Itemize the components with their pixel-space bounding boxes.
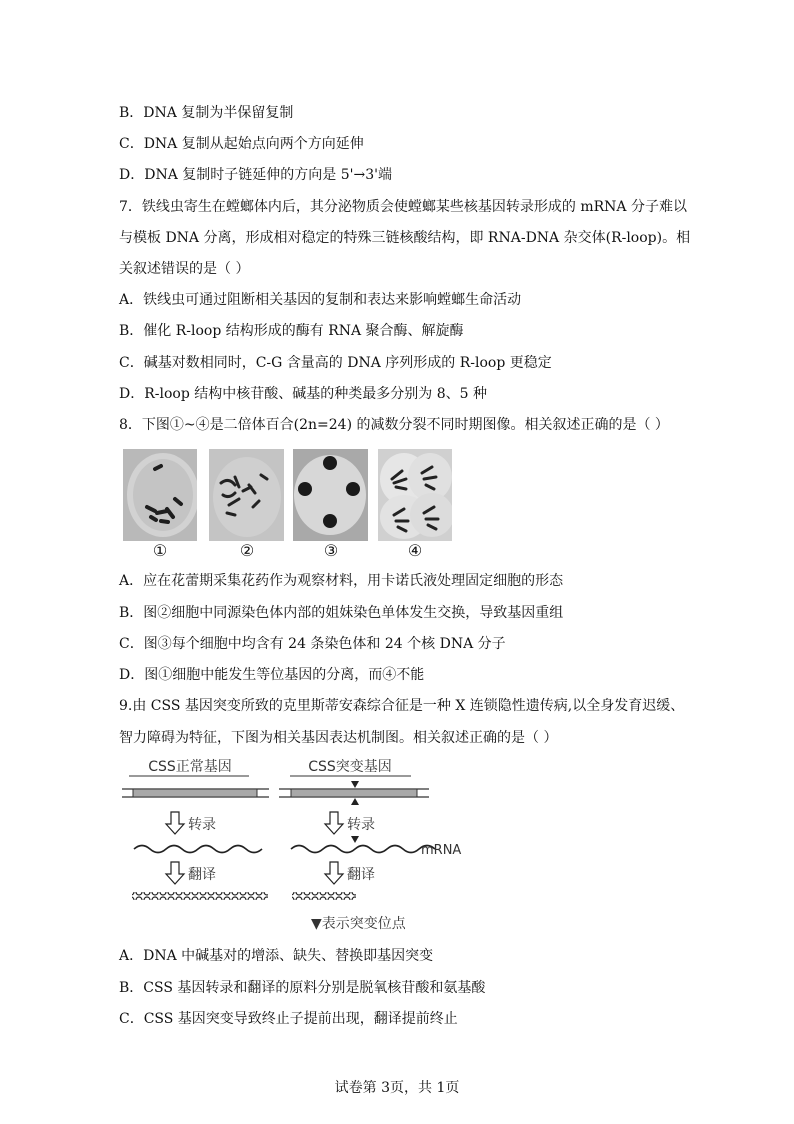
mutant-gene-label: CSS突变基因 bbox=[308, 759, 392, 775]
q7-option-c: C．碱基对数相同时，C-G 含量高的 DNA 序列形成的 R-loop 更稳定 bbox=[119, 355, 552, 371]
translation-label-normal: 翻译 bbox=[188, 867, 216, 883]
micrograph-4 bbox=[378, 449, 452, 541]
q9-option-b: B．CSS 基因转录和翻译的原料分别是脱氧核苷酸和氨基酸 bbox=[119, 980, 486, 996]
q7-option-a: A．铁线虫可通过阻断相关基因的复制和表达来影响螳螂生命活动 bbox=[119, 292, 522, 308]
micrograph-label-4: ④ bbox=[407, 541, 423, 560]
q7-option-b: B．催化 R-loop 结构形成的酶有 RNA 聚合酶、解旋酶 bbox=[119, 323, 464, 339]
mrna-wave-mutant bbox=[291, 846, 435, 853]
normal-gene-bar bbox=[122, 789, 269, 797]
mutation-site-marker-bottom bbox=[351, 798, 359, 805]
q6-option-c: C．DNA 复制从起始点向两个方向延伸 bbox=[119, 136, 364, 152]
q7-option-d: D．R-loop 结构中核苷酸、碱基的种类最多分别为 8、5 种 bbox=[119, 386, 487, 402]
translation-arrow-normal bbox=[166, 862, 184, 884]
mutation-site-legend: ▼表示突变位点 bbox=[311, 916, 406, 932]
q9-stem-line2: 智力障碍为特征，下图为相关基因表达机制图。相关叙述正确的是（ ） bbox=[119, 730, 558, 746]
micrograph-2 bbox=[209, 449, 284, 541]
q9-option-a: A．DNA 中碱基对的增添、缺失、替换即基因突变 bbox=[119, 948, 434, 964]
page-footer: 试卷第 3页，共 1页 bbox=[334, 1080, 460, 1096]
q9-stem-line1: 9.由 CSS 基因突变所致的克里斯蒂安森综合征是一种 X 连锁隐性遗传病,以全身发育迟缓、 bbox=[119, 698, 685, 714]
q8-option-d: D．图①细胞中能发生等位基因的分离，而④不能 bbox=[119, 667, 425, 683]
micrograph-label-2: ② bbox=[239, 541, 255, 560]
transcription-arrow-normal bbox=[166, 812, 184, 834]
q6-option-d: D．DNA 复制时子链延伸的方向是 5'→3'端 bbox=[119, 167, 392, 183]
q8-option-a: A．应在花蕾期采集花药作为观察材料，用卡诺氏液处理固定细胞的形态 bbox=[119, 573, 564, 589]
q8-stem: 8．下图①~④是二倍体百合(2n=24) 的减数分裂不同时期图像。相关叙述正确的是（ ） bbox=[119, 417, 669, 433]
mutant-gene-bar bbox=[279, 781, 429, 805]
q7-stem-line1: 7．铁线虫寄生在螳螂体内后，其分泌物质会使螳螂某些核基因转录形成的 mRNA 分子难以 bbox=[119, 199, 687, 215]
q8-option-c: C．图③每个细胞中均含有 24 条染色体和 24 个核 DNA 分子 bbox=[119, 636, 506, 652]
q7-stem-line3: 关叙述错误的是（ ） bbox=[119, 261, 250, 277]
translation-arrow-mutant bbox=[325, 862, 343, 884]
gene-expression-diagram bbox=[119, 752, 479, 937]
peptide-chain-mutant bbox=[292, 892, 356, 900]
transcription-label-normal: 转录 bbox=[188, 817, 216, 833]
transcription-arrow-mutant bbox=[325, 812, 343, 834]
mutation-site-marker-top bbox=[351, 781, 359, 788]
q6-option-b: B．DNA 复制为半保留复制 bbox=[119, 105, 294, 121]
q7-stem-line2: 与模板 DNA 分离，形成相对稳定的特殊三链核酸结构，即 RNA-DNA 杂交体(R-loop)。相 bbox=[119, 230, 691, 246]
micrograph-label-1: ① bbox=[152, 541, 168, 560]
normal-gene-label: CSS正常基因 bbox=[148, 759, 232, 775]
translation-label-mutant: 翻译 bbox=[347, 867, 375, 883]
q9-option-c: C．CSS 基因突变导致终止子提前出现，翻译提前终止 bbox=[119, 1011, 458, 1027]
mutation-site-marker-mrna bbox=[351, 836, 359, 843]
transcription-label-mutant: 转录 bbox=[347, 817, 375, 833]
mrna-wave-normal bbox=[134, 846, 262, 853]
mrna-label: mRNA bbox=[421, 843, 462, 858]
peptide-chain-normal bbox=[132, 892, 268, 900]
micrograph-3 bbox=[293, 449, 368, 541]
micrograph-1 bbox=[123, 449, 197, 541]
micrograph-label-3: ③ bbox=[323, 541, 339, 560]
q8-option-b: B．图②细胞中同源染色体内部的姐妹染色单体发生交换，导致基因重组 bbox=[119, 605, 564, 621]
